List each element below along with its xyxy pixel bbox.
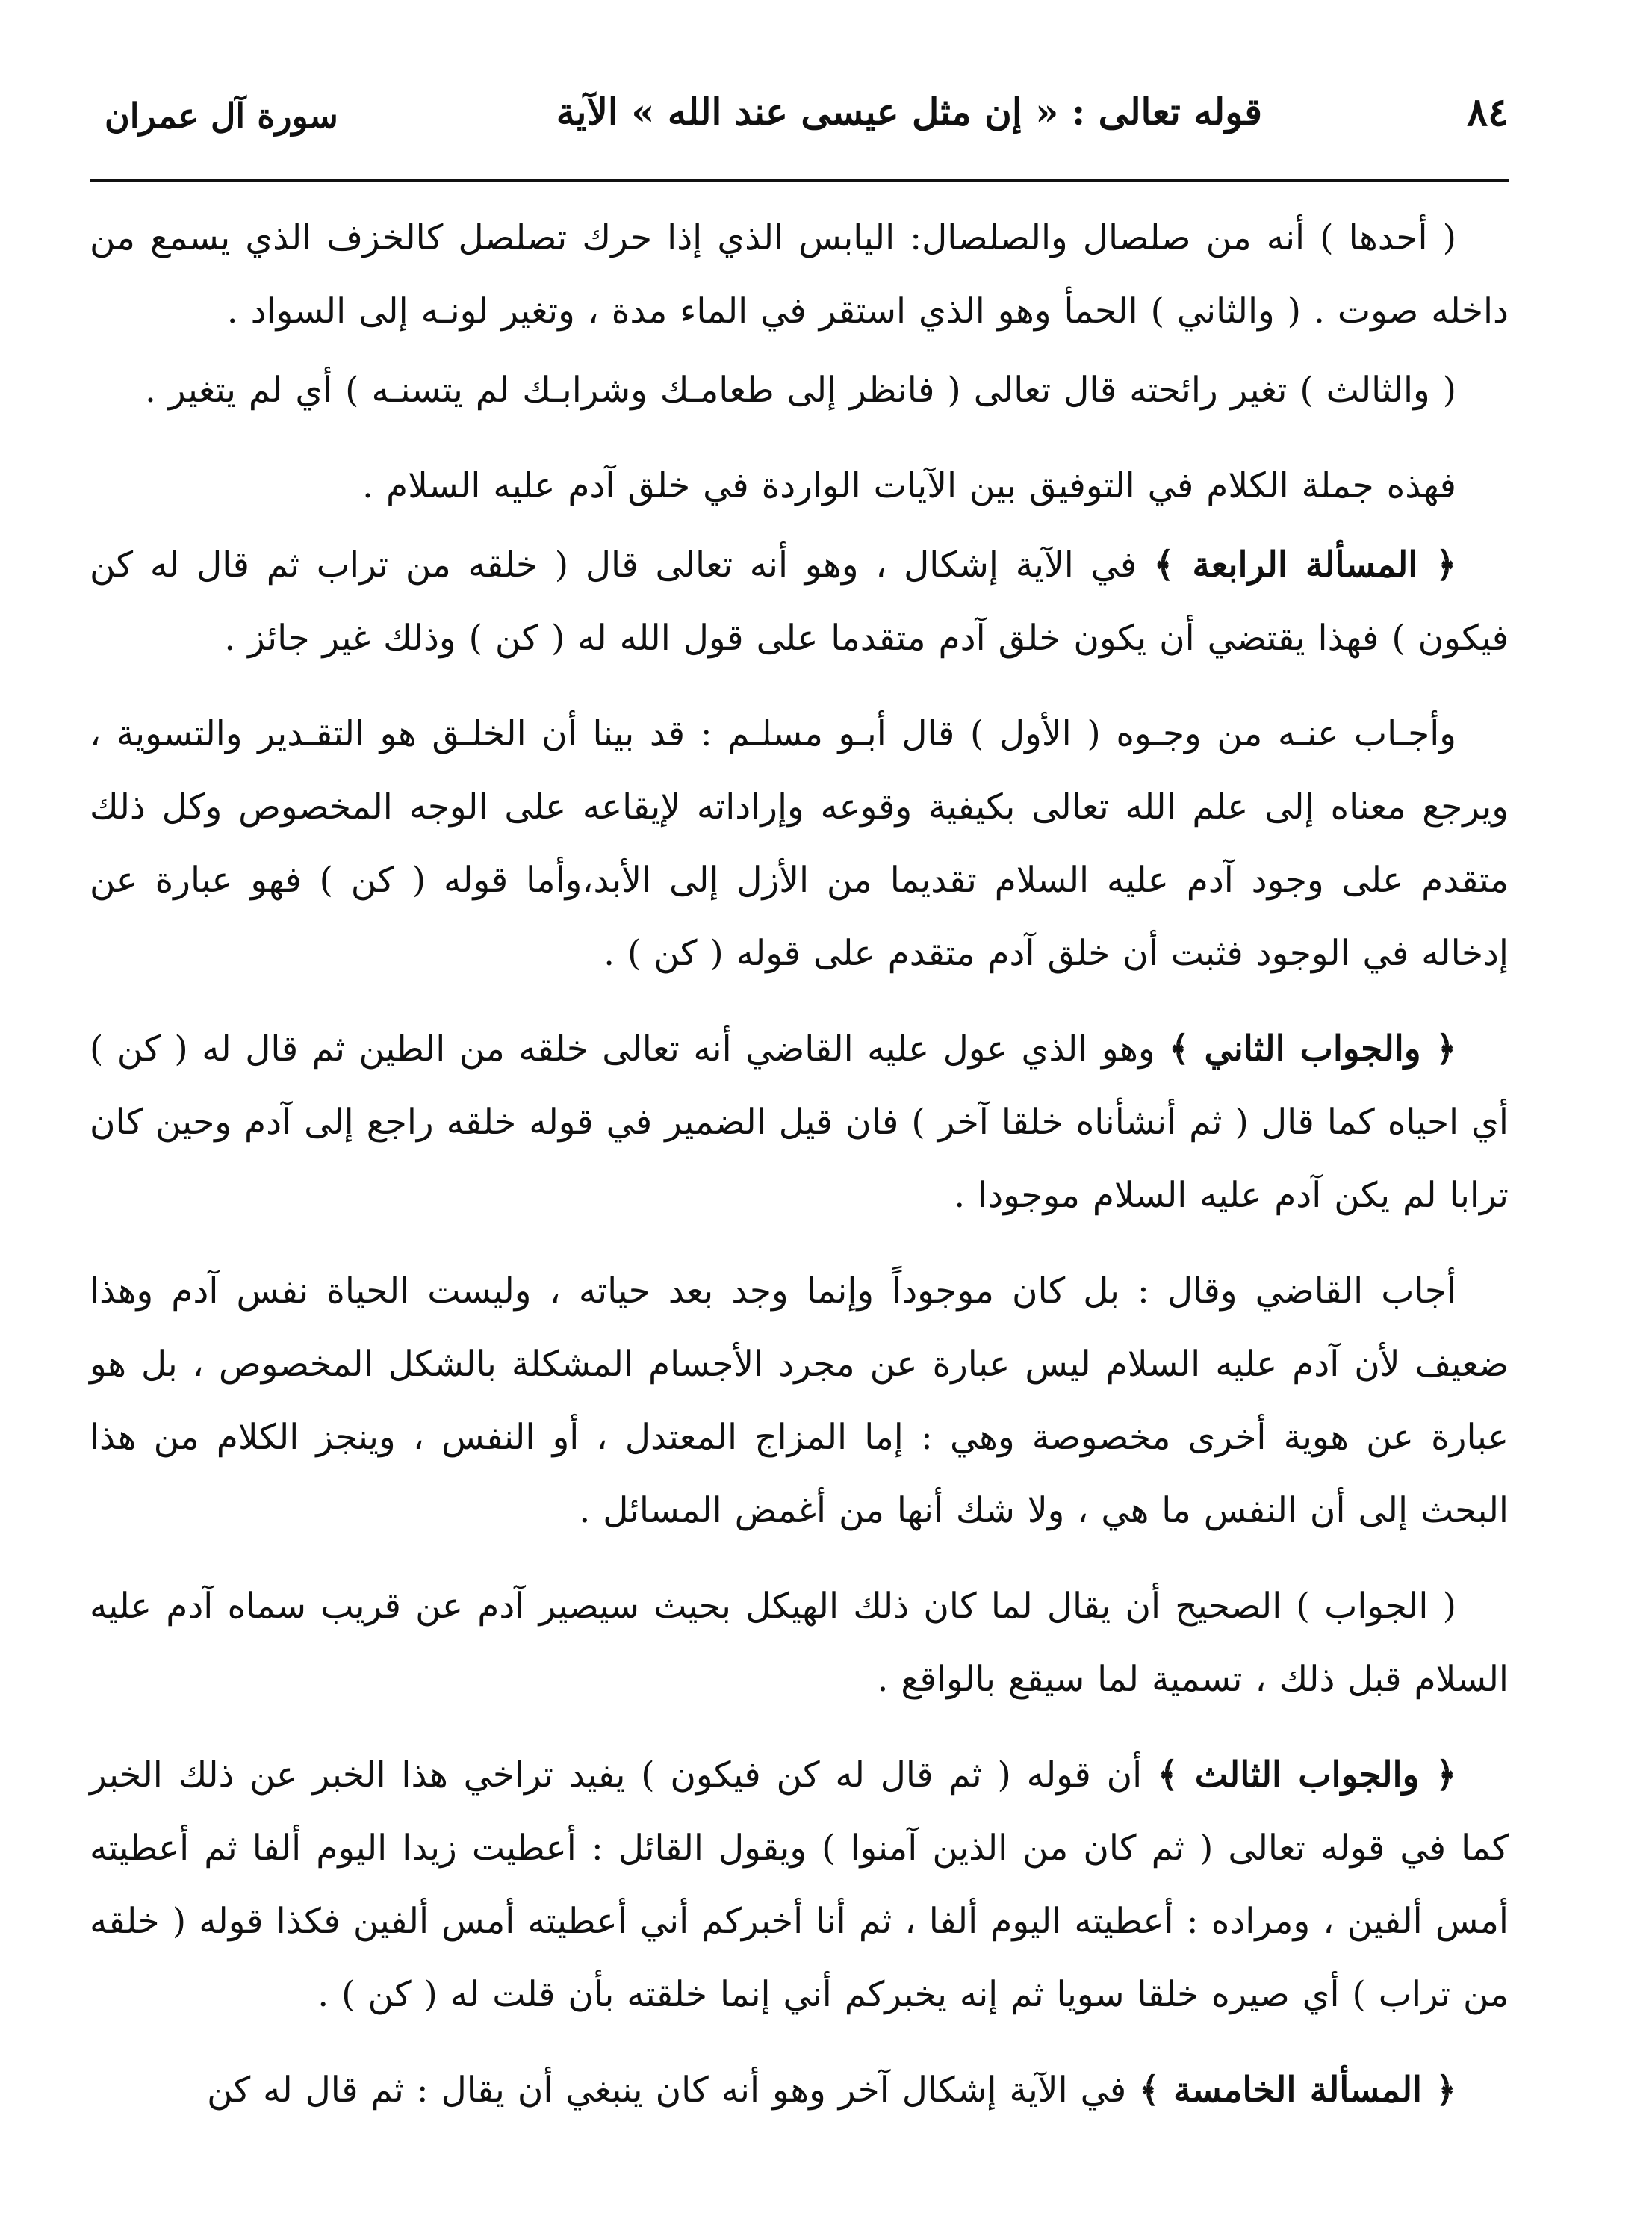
paragraph-text: فهذه جملة الكلام في التوفيق بين الآيات الواردة في خلق آدم عليه السلام . [362,465,1456,506]
paragraph-text: في الآية إشكال ، وهو أنه تعالى قال ( خلقه من تراب ثم قال له كن فيكون ) فهذا يقتضي أن يكون خلق آدم متقدما على قول الله له ( كن ) وذلك غير جائز . [90,544,1509,659]
section-heading: ﴿ المسألة الرابعة ﴾ [1153,544,1456,586]
paragraph-text: وهو الذي عول عليه القاضي أنه تعالى خلقه من الطين ثم قال له ( كن ) أي احياه كما قال ( ثم أنشأناه خلقا آخر ) فان قيل الضمير في قوله خلقه راجع إلى آدم وحين كان ترابا لم يكن آدم عليه السلام موجودا . [90,1028,1509,1216]
page [90,67,1509,2173]
paragraph-text: ( والثالث ) تغير رائحته قال تعالى ( فانظر إلى طعامـك وشرابـك لم يتسنـه ) أي لم يتغير . [144,370,1456,411]
paragraph-7 [90,1255,1509,1548]
paragraph-text: ( أحدها ) أنه من صلصال والصلصال: اليابس الذي إذا حرك تصلصل كالخزف الذي يسمع من داخله صوت . ( والثاني ) الحمأ وهو الذي استقر في الماء مدة ، وتغير لونـه إلى السواد . [90,217,1509,332]
paragraph-2 [90,354,1509,427]
section-heading: ﴿ والجواب الثالث ﴾ [1158,1754,1456,1796]
paragraph-4 [90,529,1509,675]
running-title: قوله تعالى : « إن مثل عيسى عند الله » الآية [556,90,1262,134]
page-body [90,202,1509,2127]
paragraph-10 [90,2054,1509,2127]
paragraph-9 [90,1739,1509,2032]
paragraph-text: أن قوله ( ثم قال له كن فيكون ) يفيد تراخي هذا الخبر عن ذلك الخبر كما في قوله تعالى ( ثم كان من الذين آمنوا ) ويقول القائل : أعطيت زيدا اليوم ألفا ثم أعطيته أمس ألفين ، ومراده : أعطيته اليوم ألفا ، ثم أنا أخبركم أني أعطيته أمس ألفين فكذا قوله ( خلقه من تراب ) أي صيره خلقا سويا ثم إنه يخبركم أني إنما خلقته بأن قلت له ( كن ) . [90,1754,1509,2015]
surah-name: سورة آل عمران [105,96,338,136]
paragraph-text: في الآية إشكال آخر وهو أنه كان ينبغي أن يقال : ثم قال له كن [207,2070,1140,2111]
paragraph-6 [90,1013,1509,1232]
paragraph-1 [90,202,1509,348]
paragraph-5 [90,698,1509,990]
page-number: ٨٤ [1467,90,1509,135]
paragraph-text: ( الجواب ) الصحيح أن يقال لما كان ذلك الهيكل بحيث سيصير آدم عن قريب سماه آدم عليه السلام قبل ذلك ، تسمية لما سيقع بالواقع . [90,1586,1509,1700]
section-heading: ﴿ والجواب الثاني ﴾ [1169,1028,1456,1070]
paragraph-text: وأجـاب عنـه من وجـوه ( الأول ) قال أبـو مسلـم : قد بينا أن الخلـق هو التقـدير والتسوية ، ويرجع معناه إلى علم الله تعالى بكيفية وقوعه وإراداته لإيقاعه على الوجه المخصوص وكل ذلك متقدم على وجود آدم عليه السلام تقديما من الأزل إلى الأبد،وأما قوله ( كن ) فهو عبارة عن إدخاله في الوجود فثبت أن خلق آدم متقدم على قوله ( كن ) . [90,713,1509,974]
paragraph-text: أجاب القاضي وقال : بل كان موجوداً وإنما وجد بعد حياته ، وليست الحياة نفس آدم وهذا ضعيف لأن آدم عليه السلام ليس عبارة عن مجرد الأجسام المشكلة بالشكل المخصوص ، بل هو عبارة عن هوية أخرى مخصوصة وهي : إما المزاج المعتدل ، أو النفس ، وينجز الكلام من هذا البحث إلى أن النفس ما هي ، ولا شك أنها من أغمض المسائل . [90,1270,1509,1531]
section-heading: ﴿ المسألة الخامسة ﴾ [1139,2070,1456,2111]
page-header [90,67,1509,182]
paragraph-8 [90,1570,1509,1716]
paragraph-3 [90,450,1509,523]
